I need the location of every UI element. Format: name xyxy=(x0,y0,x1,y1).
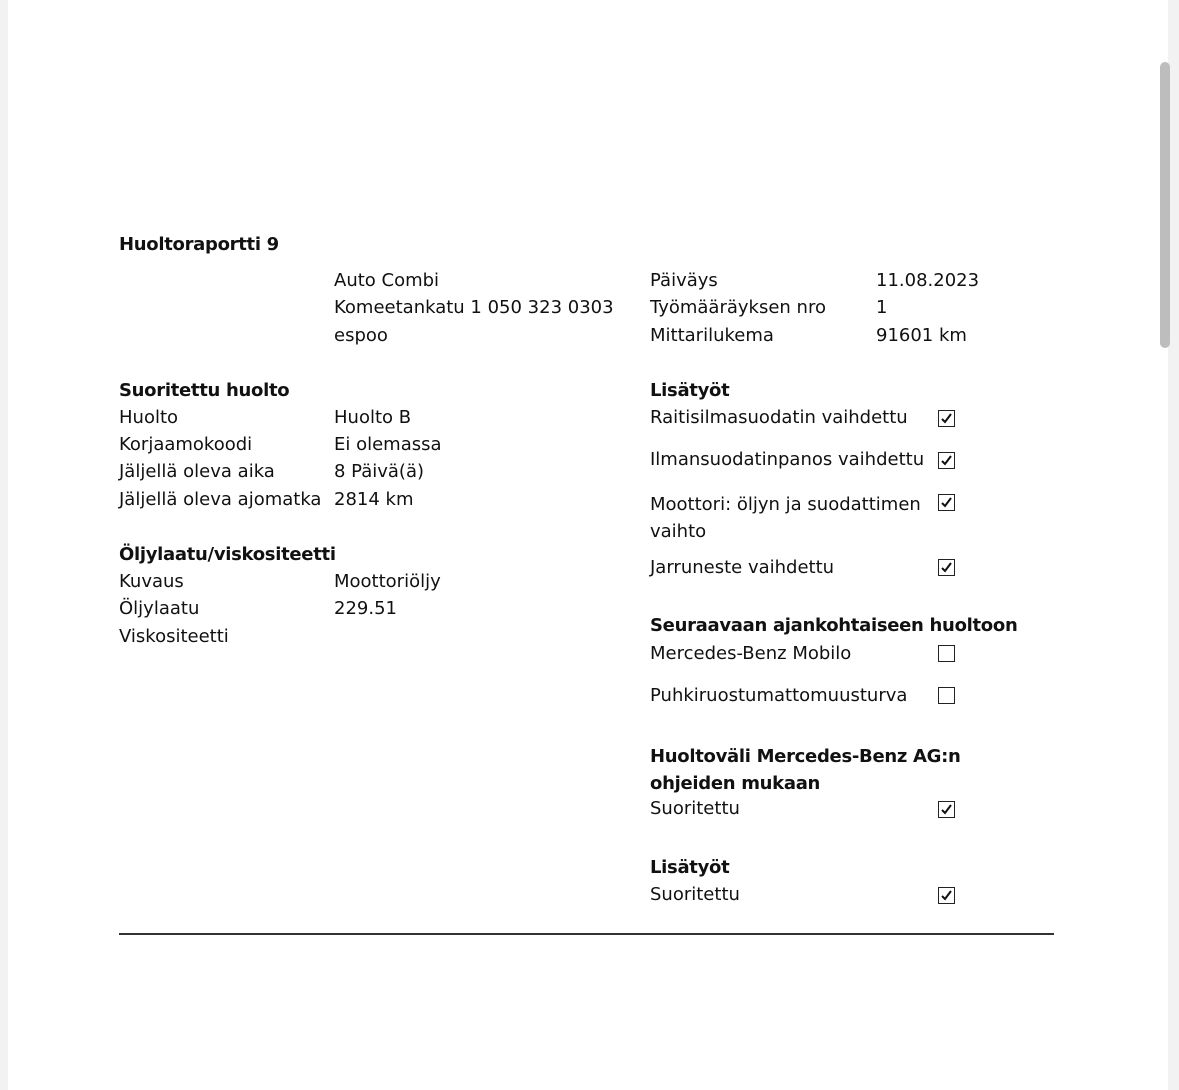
checkbox-checked[interactable] xyxy=(938,452,955,469)
extra-work-heading: Lisätyöt xyxy=(650,380,730,401)
extra-work-2-heading: Lisätyöt xyxy=(650,857,730,878)
oil-label: Viskositeetti xyxy=(119,626,229,647)
dealer-city: espoo xyxy=(334,325,388,346)
oil-heading: Öljylaatu/viskositeetti xyxy=(119,544,336,565)
dealer-address: Komeetankatu 1 050 323 0303 xyxy=(334,297,614,318)
service-value: 8 Päivä(ä) xyxy=(334,461,425,482)
oil-label: Kuvaus xyxy=(119,571,184,592)
checkbox-checked[interactable] xyxy=(938,559,955,576)
service-value: 2814 km xyxy=(334,489,414,510)
checkmark-icon xyxy=(940,803,953,816)
meta-label-order: Työmääräyksen nro xyxy=(650,297,826,318)
extra-work-item-label: Jarruneste vaihdettu xyxy=(650,557,835,578)
meta-label-odometer: Mittarilukema xyxy=(650,325,774,346)
service-heading: Suoritettu huolto xyxy=(119,380,290,401)
next-service-item-label: Puhkiruostumattomuusturva xyxy=(650,685,908,706)
meta-label-date: Päiväys xyxy=(650,270,718,291)
meta-value-date: 11.08.2023 xyxy=(876,270,980,291)
service-value: Huolto B xyxy=(334,407,412,428)
checkmark-icon xyxy=(940,412,953,425)
checkbox-empty[interactable] xyxy=(938,645,955,662)
service-value: Ei olemassa xyxy=(334,434,442,455)
checkbox-checked[interactable] xyxy=(938,410,955,427)
service-label: Jäljellä oleva ajomatka xyxy=(119,489,322,510)
oil-value: Moottoriöljy xyxy=(334,571,441,592)
meta-value-odometer: 91601 km xyxy=(876,325,967,346)
meta-value-order: 1 xyxy=(876,297,888,318)
checkbox-checked[interactable] xyxy=(938,887,955,904)
dealer-name: Auto Combi xyxy=(334,270,440,291)
interval-item-label: Suoritettu xyxy=(650,798,740,819)
oil-label: Öljylaatu xyxy=(119,598,200,619)
next-service-heading: Seuraavaan ajankohtaiseen huoltoon xyxy=(650,615,1018,636)
next-service-item-label: Mercedes-Benz Mobilo xyxy=(650,643,852,664)
extra-work-item-label: Ilmansuodatinpanos vaihdettu xyxy=(650,449,925,470)
extra-work-item-label: Moottori: öljyn ja suodattimen vaihto xyxy=(650,494,921,542)
checkmark-icon xyxy=(940,496,953,509)
scrollbar-thumb[interactable] xyxy=(1160,62,1170,348)
service-label: Huolto xyxy=(119,407,179,428)
extra-work-item-label: Raitisilmasuodatin vaihdettu xyxy=(650,407,908,428)
service-label: Jäljellä oleva aika xyxy=(119,461,275,482)
checkmark-icon xyxy=(940,561,953,574)
service-label: Korjaamokoodi xyxy=(119,434,253,455)
checkbox-empty[interactable] xyxy=(938,687,955,704)
oil-value: 229.51 xyxy=(334,598,397,619)
horizontal-divider xyxy=(119,933,1054,935)
checkbox-checked[interactable] xyxy=(938,801,955,818)
checkmark-icon xyxy=(940,454,953,467)
checkmark-icon xyxy=(940,889,953,902)
interval-heading: Huoltoväli Mercedes-Benz AG:n ohjeiden mukaan xyxy=(650,746,961,794)
report-title: Huoltoraportti 9 xyxy=(119,234,279,255)
checkbox-checked[interactable] xyxy=(938,494,955,511)
extra-work-2-item-label: Suoritettu xyxy=(650,884,740,905)
